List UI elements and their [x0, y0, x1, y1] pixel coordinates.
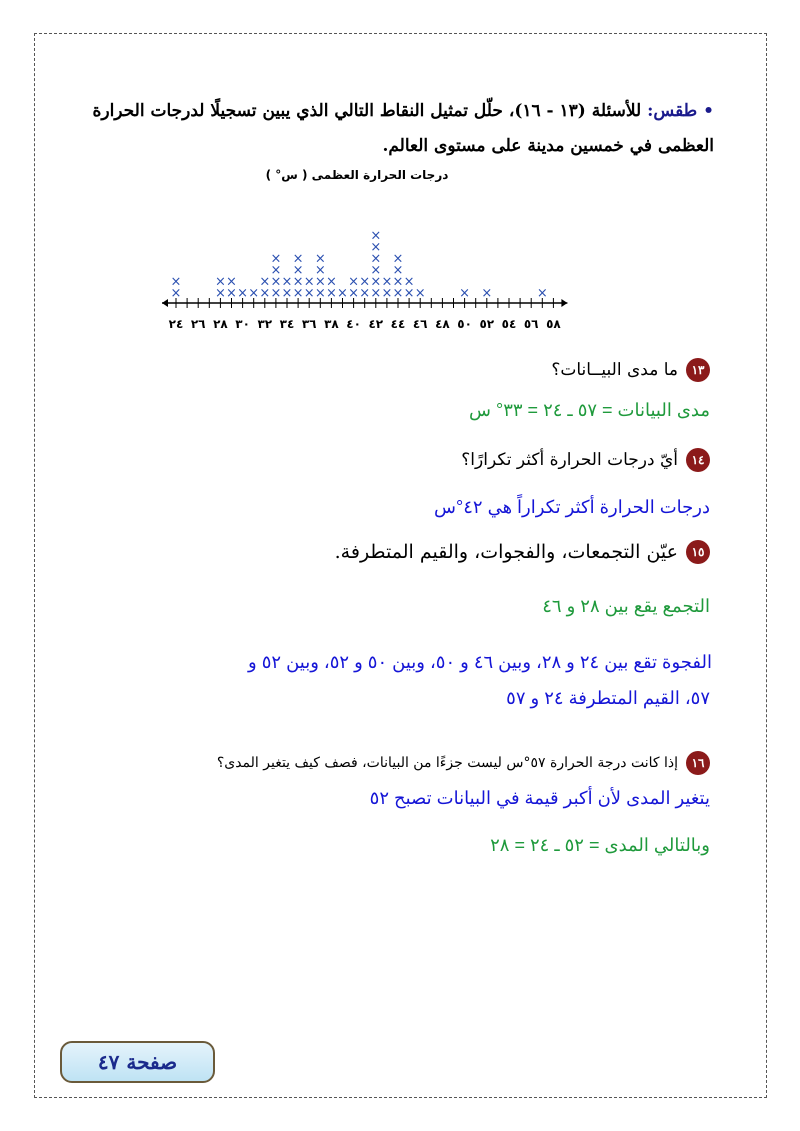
question-number-badge: ١٥	[686, 540, 710, 564]
data-point-x-mark: ×	[459, 286, 471, 301]
data-point-x-mark: ×	[259, 274, 271, 290]
data-point-x-mark: ×	[226, 286, 237, 301]
data-point-x-mark: ×	[370, 240, 382, 255]
tick-label: ٢٦	[190, 317, 206, 331]
data-point-x-mark: ×	[536, 286, 548, 301]
tick-label: ٤٨	[435, 317, 450, 331]
data-point-x-mark: ×	[170, 274, 182, 290]
data-point-x-mark: ×	[314, 274, 326, 290]
answer-16-line-1: يتغير المدى لأن أكبر قيمة في البيانات تصبح ٥٢	[369, 788, 710, 808]
data-point-x-mark: ×	[348, 286, 360, 301]
question-number-badge: ١٦	[686, 751, 710, 775]
data-point-x-mark: ×	[359, 286, 371, 301]
line-plot	[150, 205, 590, 335]
data-point-x-mark: ×	[370, 251, 382, 267]
data-point-x-mark: ×	[303, 286, 315, 301]
data-point-x-mark: ×	[392, 251, 404, 267]
question-15	[335, 540, 710, 564]
data-point-x-mark: ×	[281, 274, 293, 290]
data-point-x-mark: ×	[270, 274, 282, 290]
data-point-x-mark: ×	[303, 274, 315, 290]
data-point-x-mark: ×	[325, 286, 337, 301]
data-point-x-mark: ×	[281, 286, 293, 301]
tick-label: ٣٤	[279, 317, 295, 331]
tick-label: ٥٤	[501, 317, 517, 331]
data-point-x-mark: ×	[481, 286, 493, 301]
data-point-x-mark: ×	[292, 274, 304, 290]
tick-label: ٣٦	[301, 317, 317, 331]
data-point-x-mark: ×	[270, 263, 282, 278]
data-point-x-mark: ×	[381, 286, 393, 301]
data-point-x-mark: ×	[314, 286, 326, 301]
tick-label: ٣٠	[235, 317, 250, 331]
question-text: إذا كانت درجة الحرارة ٥٧°س ليست جزءًا من البيانات، فصف كيف يتغير المدى؟	[216, 755, 678, 771]
data-point-x-mark: ×	[370, 263, 382, 278]
data-point-x-mark: ×	[392, 286, 404, 301]
question-text: أيّ درجات الحرارة أكثر تكرارًا؟	[461, 450, 678, 470]
data-point-x-mark: ×	[292, 286, 304, 301]
question-number-badge: ١٣	[686, 358, 710, 382]
question-16	[217, 751, 710, 775]
data-point-x-mark: ×	[214, 286, 226, 301]
tick-label: ٢٨	[213, 317, 228, 331]
data-point-x-mark: ×	[337, 286, 348, 301]
chart-title: درجات الحرارة العظمى ( س° )	[265, 168, 449, 182]
tick-label: ٤٦	[412, 317, 428, 331]
data-point-x-mark: ×	[314, 251, 326, 267]
data-point-x-mark: ×	[370, 274, 382, 290]
page-frame	[34, 33, 767, 1098]
tick-label: ٢٤	[168, 317, 184, 331]
data-point-x-mark: ×	[403, 286, 415, 301]
tick-label: ٤٠	[346, 317, 361, 331]
data-point-x-mark: ×	[292, 263, 304, 278]
left-arrow-icon	[162, 299, 168, 307]
data-point-x-mark: ×	[270, 251, 282, 267]
data-point-x-mark: ×	[270, 286, 282, 301]
data-point-x-mark: ×	[370, 228, 382, 244]
tick-label: ٥٦	[523, 317, 539, 331]
data-point-x-mark: ×	[381, 274, 393, 290]
data-point-x-mark: ×	[359, 274, 371, 290]
tick-label: ٣٨	[324, 317, 339, 331]
data-point-x-mark: ×	[170, 286, 182, 301]
data-point-x-mark: ×	[414, 286, 426, 301]
data-point-x-mark: ×	[392, 263, 404, 278]
intro-lead: • طقس:	[647, 101, 714, 121]
right-arrow-icon	[561, 299, 567, 307]
intro-paragraph	[74, 94, 714, 164]
data-point-x-mark: ×	[392, 274, 404, 290]
question-number-badge: ١٤	[686, 448, 710, 472]
answer-16-line-2: وبالتالي المدى = ٥٢ ـ ٢٤ = ٢٨	[490, 835, 710, 855]
data-point-x-mark: ×	[259, 286, 271, 301]
answer-15-gaps: الفجوة تقع بين ٢٤ و ٢٨، وبين ٤٦ و ٥٠، وبين ٥٠ و ٥٢، وبين ٥٢ و	[248, 652, 712, 672]
data-point-x-mark: ×	[314, 263, 326, 278]
question-text: ما مدى البيــانات؟	[551, 360, 678, 380]
data-point-x-mark: ×	[248, 286, 260, 301]
tick-label: ٤٤	[390, 317, 406, 331]
question-text: عيّن التجمعات، والفجوات، والقيم المتطرفة.	[334, 541, 678, 563]
intro-line-1: للأسئلة (١٣ - ١٦)، حلّل تمثيل النقاط التالي الذي يبين تسجيلًا لدرجات الحرارة	[92, 101, 642, 121]
tick-label: ٤٢	[368, 317, 384, 331]
data-point-x-mark: ×	[403, 274, 415, 290]
data-point-x-mark: ×	[292, 251, 304, 267]
question-13	[551, 358, 710, 382]
data-point-x-mark: ×	[237, 286, 249, 301]
answer-15-outliers: ٥٧، القيم المتطرفة ٢٤ و ٥٧	[506, 688, 710, 708]
intro-line-2: العظمى في خمسين مدينة على مستوى العالم.	[382, 136, 714, 156]
page-number-badge: صفحة ٤٧	[60, 1041, 215, 1083]
answer-14: درجات الحرارة أكثر تكراراً هي ٤٢°س	[434, 497, 710, 517]
data-point-x-mark: ×	[226, 274, 237, 290]
tick-label: ٥٨	[546, 317, 561, 331]
data-point-x-mark: ×	[214, 274, 226, 290]
question-14	[461, 448, 710, 472]
tick-label: ٣٢	[257, 317, 273, 331]
data-point-x-mark: ×	[370, 286, 382, 301]
data-point-x-mark: ×	[325, 274, 337, 290]
tick-label: ٥٢	[479, 317, 495, 331]
tick-label: ٥٠	[457, 317, 472, 331]
answer-15-cluster: التجمع يقع بين ٢٨ و ٤٦	[542, 596, 710, 616]
answer-13: مدى البيانات = ٥٧ ـ ٢٤ = ٣٣° س	[469, 400, 710, 420]
data-point-x-mark: ×	[348, 274, 360, 290]
